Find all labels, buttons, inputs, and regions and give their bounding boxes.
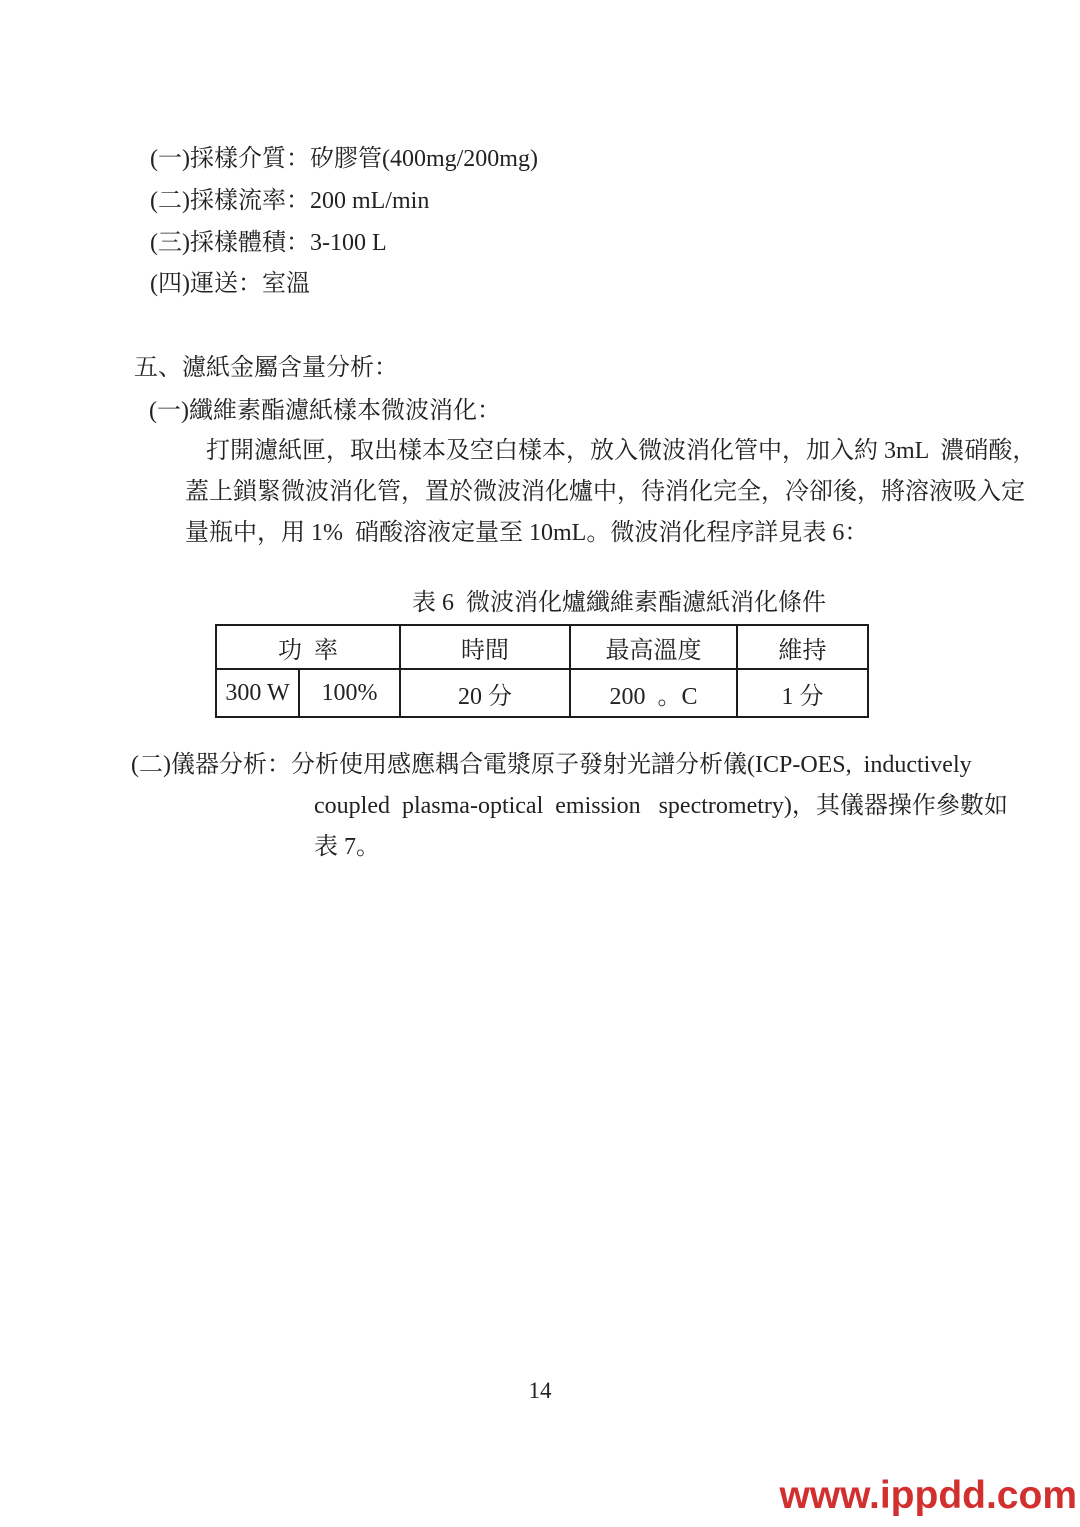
table-header-power: 功 率 bbox=[216, 625, 400, 669]
section-5-heading: 五、濾紙金屬含量分析： bbox=[134, 355, 398, 381]
table-header-max-temp: 最高溫度 bbox=[570, 625, 737, 669]
table-row bbox=[216, 669, 868, 717]
table-cell-power-percent: 100% bbox=[299, 669, 400, 717]
sampling-item-1: (一)採樣介質：矽膠管(400mg/200mg) bbox=[150, 146, 538, 172]
section-5-sub2-line-2: coupled plasma-optical emission spectrometry)，其儀器操作參數如 bbox=[314, 793, 1008, 819]
page-number: 14 bbox=[528, 1378, 552, 1403]
table-cell-max-temp: 200 。C bbox=[570, 669, 737, 717]
table-header-time: 時間 bbox=[400, 625, 570, 669]
table-cell-power-watts: 300 W bbox=[216, 669, 299, 717]
watermark-url: www.ippdd.com bbox=[779, 1474, 1077, 1517]
section-5-sub1-heading: (一)纖維素酯濾紙樣本微波消化： bbox=[149, 398, 501, 424]
table6-digestion-conditions bbox=[215, 624, 869, 718]
section-5-sub2-line-1: (二)儀器分析：分析使用感應耦合電漿原子發射光譜分析儀(ICP-OES, inductively bbox=[131, 752, 972, 778]
section-5-sub2-line-3: 表 7。 bbox=[314, 834, 380, 860]
sampling-item-4: (四)運送：室溫 bbox=[150, 271, 310, 297]
table-header-hold: 維持 bbox=[737, 625, 868, 669]
table-header-row bbox=[216, 625, 868, 669]
sampling-item-2: (二)採樣流率：200 mL/min bbox=[150, 188, 430, 214]
digestion-paragraph-line-2: 蓋上鎖緊微波消化管，置於微波消化爐中，待消化完全，冷卻後，將溶液吸入定 bbox=[185, 479, 1025, 505]
digestion-paragraph-line-3: 量瓶中，用 1% 硝酸溶液定量至 10mL。微波消化程序詳見表 6： bbox=[185, 520, 869, 546]
table-cell-time: 20 分 bbox=[400, 669, 570, 717]
digestion-paragraph-line-1: 打開濾紙匣，取出樣本及空白樣本，放入微波消化管中，加入約 3mL 濃硝酸， bbox=[206, 438, 1037, 464]
sampling-item-3: (三)採樣體積：3-100 L bbox=[150, 230, 387, 256]
table-cell-hold: 1 分 bbox=[737, 669, 868, 717]
table6-caption: 表 6 微波消化爐纖維素酯濾紙消化條件 bbox=[412, 590, 826, 616]
